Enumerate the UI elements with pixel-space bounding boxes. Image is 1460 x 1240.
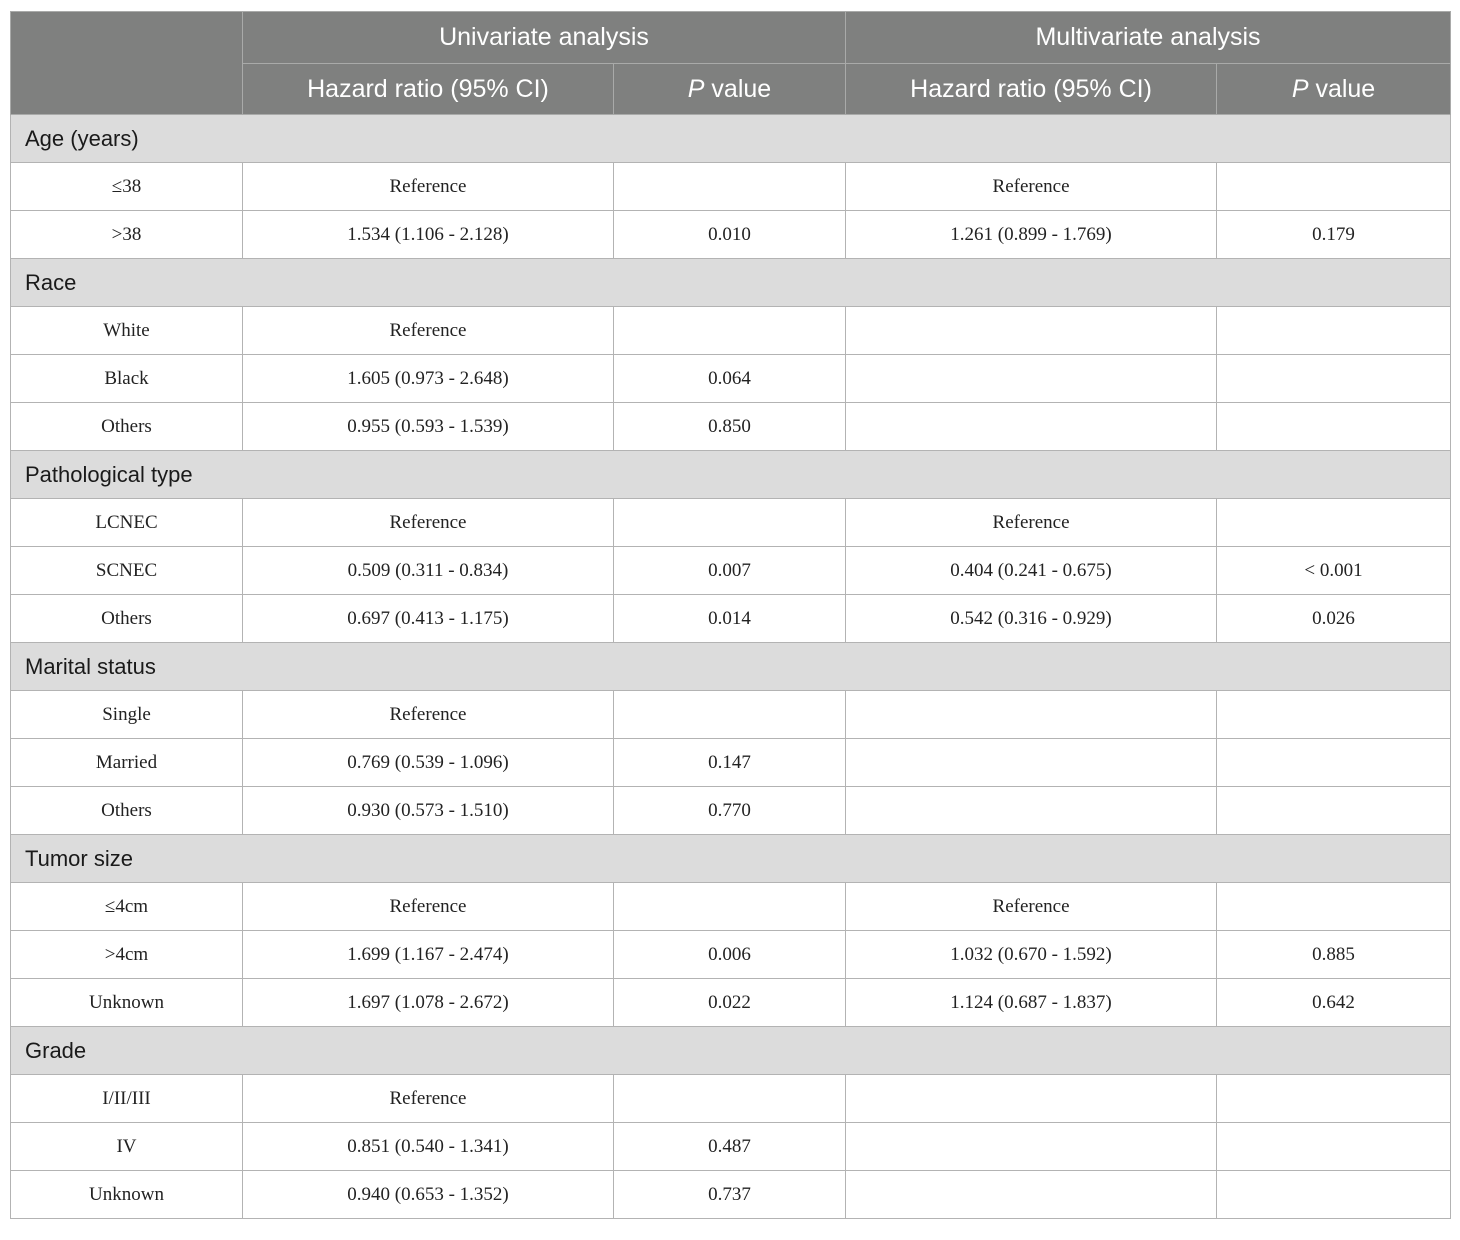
table-row <box>11 547 1451 595</box>
group-header-row <box>11 643 1451 691</box>
uni-hazard-ratio-cell: Reference <box>243 307 614 355</box>
header-multivariate: Multivariate analysis <box>846 12 1451 64</box>
group-header-row <box>11 259 1451 307</box>
multi-p-value-cell <box>1217 1171 1451 1219</box>
group-title: Age (years) <box>11 115 1451 163</box>
variable-cell: White <box>11 307 243 355</box>
header-univariate: Univariate analysis <box>243 12 846 64</box>
table-row <box>11 883 1451 931</box>
uni-hazard-ratio-cell: 0.769 (0.539 - 1.096) <box>243 739 614 787</box>
uni-p-value-cell <box>614 883 846 931</box>
multi-hazard-ratio-cell <box>846 787 1217 835</box>
table-row <box>11 1123 1451 1171</box>
multi-hazard-ratio-cell <box>846 1123 1217 1171</box>
table-row <box>11 355 1451 403</box>
uni-hazard-ratio-cell: 0.955 (0.593 - 1.539) <box>243 403 614 451</box>
multi-hazard-ratio-cell <box>846 307 1217 355</box>
variable-cell: Others <box>11 403 243 451</box>
multi-hazard-ratio-cell: 1.261 (0.899 - 1.769) <box>846 211 1217 259</box>
header-empty-cell <box>11 12 243 115</box>
table-row <box>11 211 1451 259</box>
group-title: Race <box>11 259 1451 307</box>
variable-cell: Unknown <box>11 1171 243 1219</box>
group-title: Tumor size <box>11 835 1451 883</box>
multi-hazard-ratio-cell <box>846 403 1217 451</box>
uni-p-value-cell: 0.007 <box>614 547 846 595</box>
group-title: Grade <box>11 1027 1451 1075</box>
variable-cell: LCNEC <box>11 499 243 547</box>
table-row <box>11 979 1451 1027</box>
multi-p-value-cell <box>1217 403 1451 451</box>
uni-p-value-cell: 0.147 <box>614 739 846 787</box>
multi-hazard-ratio-cell: Reference <box>846 883 1217 931</box>
header-row-top <box>11 12 1451 64</box>
group-header-row <box>11 835 1451 883</box>
table-row <box>11 931 1451 979</box>
uni-hazard-ratio-cell: 0.697 (0.413 - 1.175) <box>243 595 614 643</box>
hazard-ratio-table-container <box>10 11 1450 1219</box>
multi-p-value-cell <box>1217 691 1451 739</box>
uni-p-value-cell <box>614 307 846 355</box>
uni-hazard-ratio-cell: Reference <box>243 163 614 211</box>
multi-p-value-cell <box>1217 1075 1451 1123</box>
multi-hazard-ratio-cell: Reference <box>846 499 1217 547</box>
uni-hazard-ratio-cell: 1.699 (1.167 - 2.474) <box>243 931 614 979</box>
variable-cell: IV <box>11 1123 243 1171</box>
uni-hazard-ratio-cell: Reference <box>243 1075 614 1123</box>
multi-hazard-ratio-cell <box>846 691 1217 739</box>
uni-p-value-cell: 0.006 <box>614 931 846 979</box>
multi-p-value-cell: < 0.001 <box>1217 547 1451 595</box>
multi-hazard-ratio-cell <box>846 739 1217 787</box>
group-title: Marital status <box>11 643 1451 691</box>
uni-hazard-ratio-cell: 1.534 (1.106 - 2.128) <box>243 211 614 259</box>
uni-p-value-cell: 0.022 <box>614 979 846 1027</box>
uni-hazard-ratio-cell: 1.697 (1.078 - 2.672) <box>243 979 614 1027</box>
multi-p-value-cell <box>1217 1123 1451 1171</box>
variable-cell: Single <box>11 691 243 739</box>
multi-hazard-ratio-cell <box>846 1075 1217 1123</box>
uni-hazard-ratio-cell: Reference <box>243 499 614 547</box>
uni-p-value-cell: 0.850 <box>614 403 846 451</box>
header-uni-hazard-ratio: Hazard ratio (95% CI) <box>243 64 614 115</box>
header-multi-p-value <box>1217 64 1451 115</box>
uni-hazard-ratio-cell: 0.851 (0.540 - 1.341) <box>243 1123 614 1171</box>
variable-cell: Others <box>11 595 243 643</box>
multi-p-value-cell: 0.642 <box>1217 979 1451 1027</box>
multi-p-value-cell: 0.885 <box>1217 931 1451 979</box>
multi-p-value-cell <box>1217 307 1451 355</box>
uni-hazard-ratio-cell: Reference <box>243 691 614 739</box>
multi-p-value-cell <box>1217 787 1451 835</box>
header-uni-p-value <box>614 64 846 115</box>
multi-p-value-cell: 0.026 <box>1217 595 1451 643</box>
table-row <box>11 691 1451 739</box>
uni-p-value-cell <box>614 691 846 739</box>
p-symbol: P <box>1291 74 1309 103</box>
multi-p-value-cell <box>1217 355 1451 403</box>
uni-hazard-ratio-cell: 1.605 (0.973 - 2.648) <box>243 355 614 403</box>
multi-hazard-ratio-cell: 0.542 (0.316 - 0.929) <box>846 595 1217 643</box>
multi-p-value-cell <box>1217 883 1451 931</box>
table-row <box>11 1171 1451 1219</box>
variable-cell: I/II/III <box>11 1075 243 1123</box>
p-value-word: value <box>704 74 772 103</box>
uni-p-value-cell: 0.770 <box>614 787 846 835</box>
multi-hazard-ratio-cell <box>846 355 1217 403</box>
uni-hazard-ratio-cell: 0.930 (0.573 - 1.510) <box>243 787 614 835</box>
table-row <box>11 787 1451 835</box>
variable-cell: >4cm <box>11 931 243 979</box>
uni-p-value-cell: 0.487 <box>614 1123 846 1171</box>
variable-cell: Married <box>11 739 243 787</box>
group-header-row <box>11 115 1451 163</box>
table-row <box>11 1075 1451 1123</box>
variable-cell: ≤38 <box>11 163 243 211</box>
variable-cell: ≤4cm <box>11 883 243 931</box>
uni-p-value-cell: 0.064 <box>614 355 846 403</box>
table-body <box>11 115 1451 1219</box>
variable-cell: Unknown <box>11 979 243 1027</box>
table-row <box>11 595 1451 643</box>
header-multi-hazard-ratio: Hazard ratio (95% CI) <box>846 64 1217 115</box>
multi-p-value-cell <box>1217 739 1451 787</box>
uni-p-value-cell: 0.737 <box>614 1171 846 1219</box>
multi-hazard-ratio-cell: 1.032 (0.670 - 1.592) <box>846 931 1217 979</box>
multi-hazard-ratio-cell: 0.404 (0.241 - 0.675) <box>846 547 1217 595</box>
multi-hazard-ratio-cell: Reference <box>846 163 1217 211</box>
variable-cell: Others <box>11 787 243 835</box>
uni-hazard-ratio-cell: 0.509 (0.311 - 0.834) <box>243 547 614 595</box>
p-symbol: P <box>687 74 705 103</box>
uni-hazard-ratio-cell: 0.940 (0.653 - 1.352) <box>243 1171 614 1219</box>
uni-p-value-cell <box>614 163 846 211</box>
uni-p-value-cell <box>614 499 846 547</box>
uni-p-value-cell: 0.010 <box>614 211 846 259</box>
table-row <box>11 739 1451 787</box>
variable-cell: SCNEC <box>11 547 243 595</box>
uni-p-value-cell: 0.014 <box>614 595 846 643</box>
table-row <box>11 403 1451 451</box>
multi-p-value-cell: 0.179 <box>1217 211 1451 259</box>
table-row <box>11 163 1451 211</box>
group-title: Pathological type <box>11 451 1451 499</box>
uni-hazard-ratio-cell: Reference <box>243 883 614 931</box>
variable-cell: Black <box>11 355 243 403</box>
multi-p-value-cell <box>1217 163 1451 211</box>
p-value-word: value <box>1308 74 1376 103</box>
multi-hazard-ratio-cell: 1.124 (0.687 - 1.837) <box>846 979 1217 1027</box>
table-row <box>11 307 1451 355</box>
table-row <box>11 499 1451 547</box>
uni-p-value-cell <box>614 1075 846 1123</box>
hazard-ratio-table <box>10 11 1451 1219</box>
group-header-row <box>11 1027 1451 1075</box>
variable-cell: >38 <box>11 211 243 259</box>
multi-hazard-ratio-cell <box>846 1171 1217 1219</box>
multi-p-value-cell <box>1217 499 1451 547</box>
group-header-row <box>11 451 1451 499</box>
table-header <box>11 12 1451 115</box>
